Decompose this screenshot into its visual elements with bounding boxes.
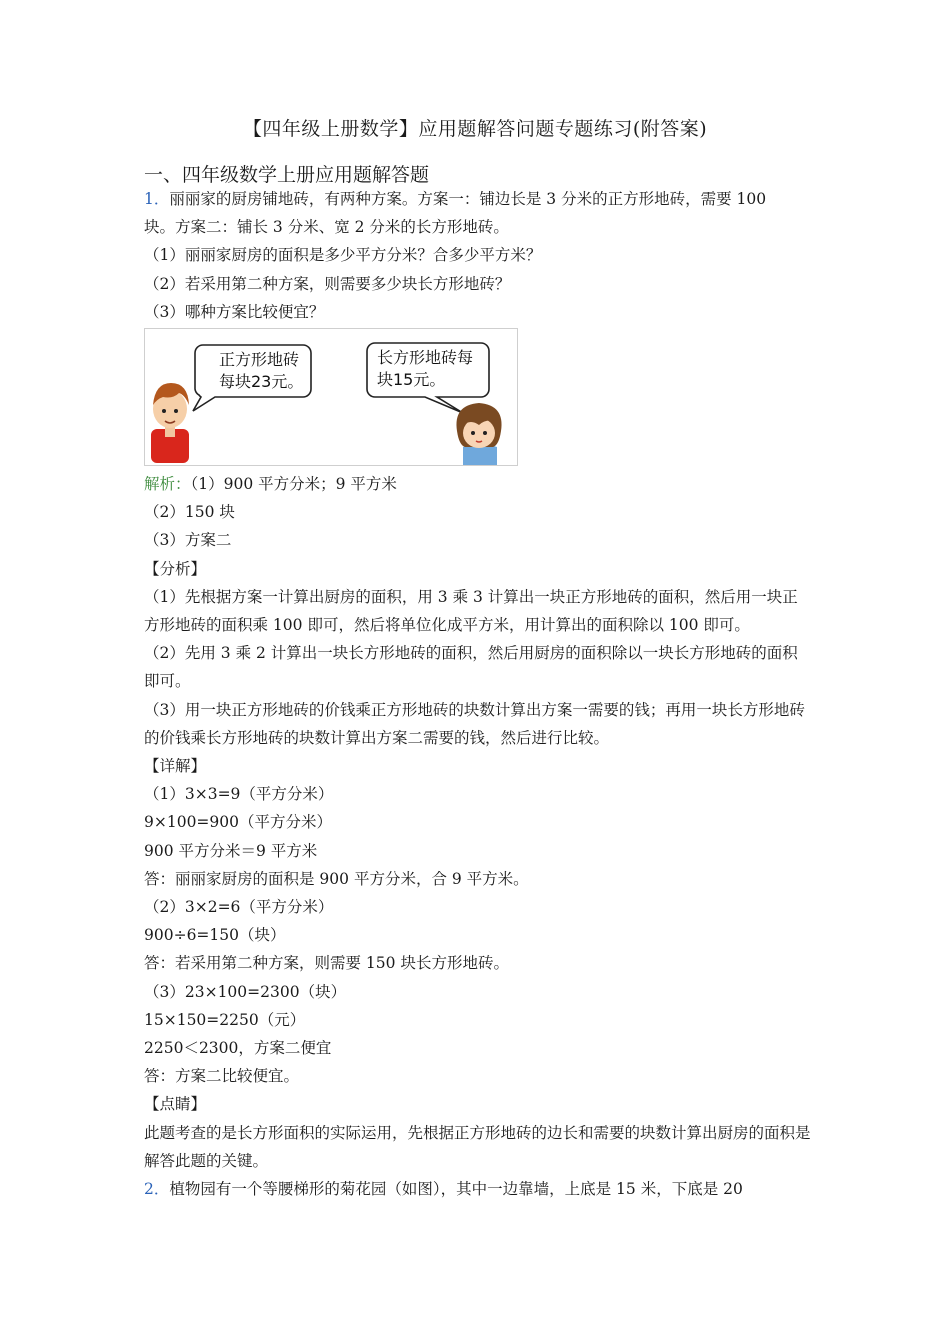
analysis-heading: 【分析】 xyxy=(144,559,207,578)
page-title: 【四年级上册数学】应用题解答问题专题练习(附答案) xyxy=(242,118,708,140)
detail-line: （1）3×3=9（平方分米） xyxy=(144,785,334,804)
detail-line: 900÷6=150（块） xyxy=(144,926,286,945)
question-number: 2． xyxy=(144,1180,170,1199)
girl-avatar-icon xyxy=(456,403,501,465)
detail-line: 答：若采用第二种方案，则需要 150 块长方形地砖。 xyxy=(144,954,509,973)
detail-line: 15×150=2250（元） xyxy=(144,1010,306,1029)
question-1-sub-2: （2）若采用第二种方案，则需要多少块长方形地砖？ xyxy=(144,274,511,293)
answer-line-3: （3）方案二 xyxy=(144,531,232,550)
detail-line: （2）3×2=6（平方分米） xyxy=(144,898,334,917)
detail-line: （3）23×100=2300（块） xyxy=(144,982,347,1001)
answer-line-1: 解析：（1）900 平方分米；9 平方米 xyxy=(144,475,397,494)
question-2-line-1: 2．植物园有一个等腰梯形的菊花园（如图），其中一边靠墙，上底是 15 米，下底是 20 xyxy=(144,1180,743,1199)
question-1-line-1: 1．丽丽家的厨房铺地砖，有两种方案。方案一：铺边长是 3 分米的正方形地砖，需要 100 xyxy=(144,190,767,208)
section-heading: 一、四年级数学上册应用题解答题 xyxy=(144,164,430,186)
detail-line: 2250＜2300，方案二便宜 xyxy=(144,1039,332,1058)
analysis-paragraph-1: （1）先根据方案一计算出厨房的面积，用 3 乘 3 计算出一块正方形地砖的面积，然后用一块正方形地砖的面积乘 100 即可，然后将单位化成平方米，用计算出的面积除以 100 即可。 xyxy=(144,587,798,635)
boy-avatar-icon xyxy=(151,383,189,463)
detail-line: 9×100=900（平方分米） xyxy=(144,813,333,832)
analysis-paragraph-2: （2）先用 3 乘 2 计算出一块长方形地砖的面积，然后用厨房的面积除以一块长方形地砖的面积即可。 xyxy=(144,644,798,691)
question-1-illustration xyxy=(144,328,518,466)
answer-line-2: （2）150 块 xyxy=(144,503,235,522)
answer-label: 解析： xyxy=(144,475,191,494)
bubble-right-text: 长方形地砖每 块15元。 xyxy=(377,348,474,390)
tips-heading: 【点睛】 xyxy=(144,1095,207,1114)
question-number: 1． xyxy=(144,190,170,208)
detail-heading: 【详解】 xyxy=(144,757,207,776)
question-1-sub-1: （1）丽丽家厨房的面积是多少平方分米？合多少平方米？ xyxy=(144,246,542,265)
detail-line: 答：丽丽家厨房的面积是 900 平方分米，合 9 平方米。 xyxy=(144,869,529,888)
detail-line: 900 平方分米＝9 平方米 xyxy=(144,841,318,860)
question-1-sub-3: （3）哪种方案比较便宜？ xyxy=(144,302,325,321)
bubble-left-text: 正方形地砖 每块23元。 xyxy=(219,350,304,392)
question-1-line-2: 块。方案二：铺长 3 分米、宽 2 分米的长方形地砖。 xyxy=(144,218,509,237)
detail-line: 答：方案二比较便宜。 xyxy=(144,1067,300,1086)
document-body xyxy=(144,185,812,1203)
analysis-paragraph-3: （3）用一块正方形地砖的价钱乘正方形地砖的块数计算出方案一需要的钱；再用一块长方形地砖的价钱乘长方形地砖的块数计算出方案二需要的钱，然后进行比较。 xyxy=(144,700,805,747)
tips-paragraph: 此题考查的是长方形面积的实际运用，先根据正方形地砖的边长和需要的块数计算出厨房的面积是解答此题的关键。 xyxy=(144,1123,811,1170)
